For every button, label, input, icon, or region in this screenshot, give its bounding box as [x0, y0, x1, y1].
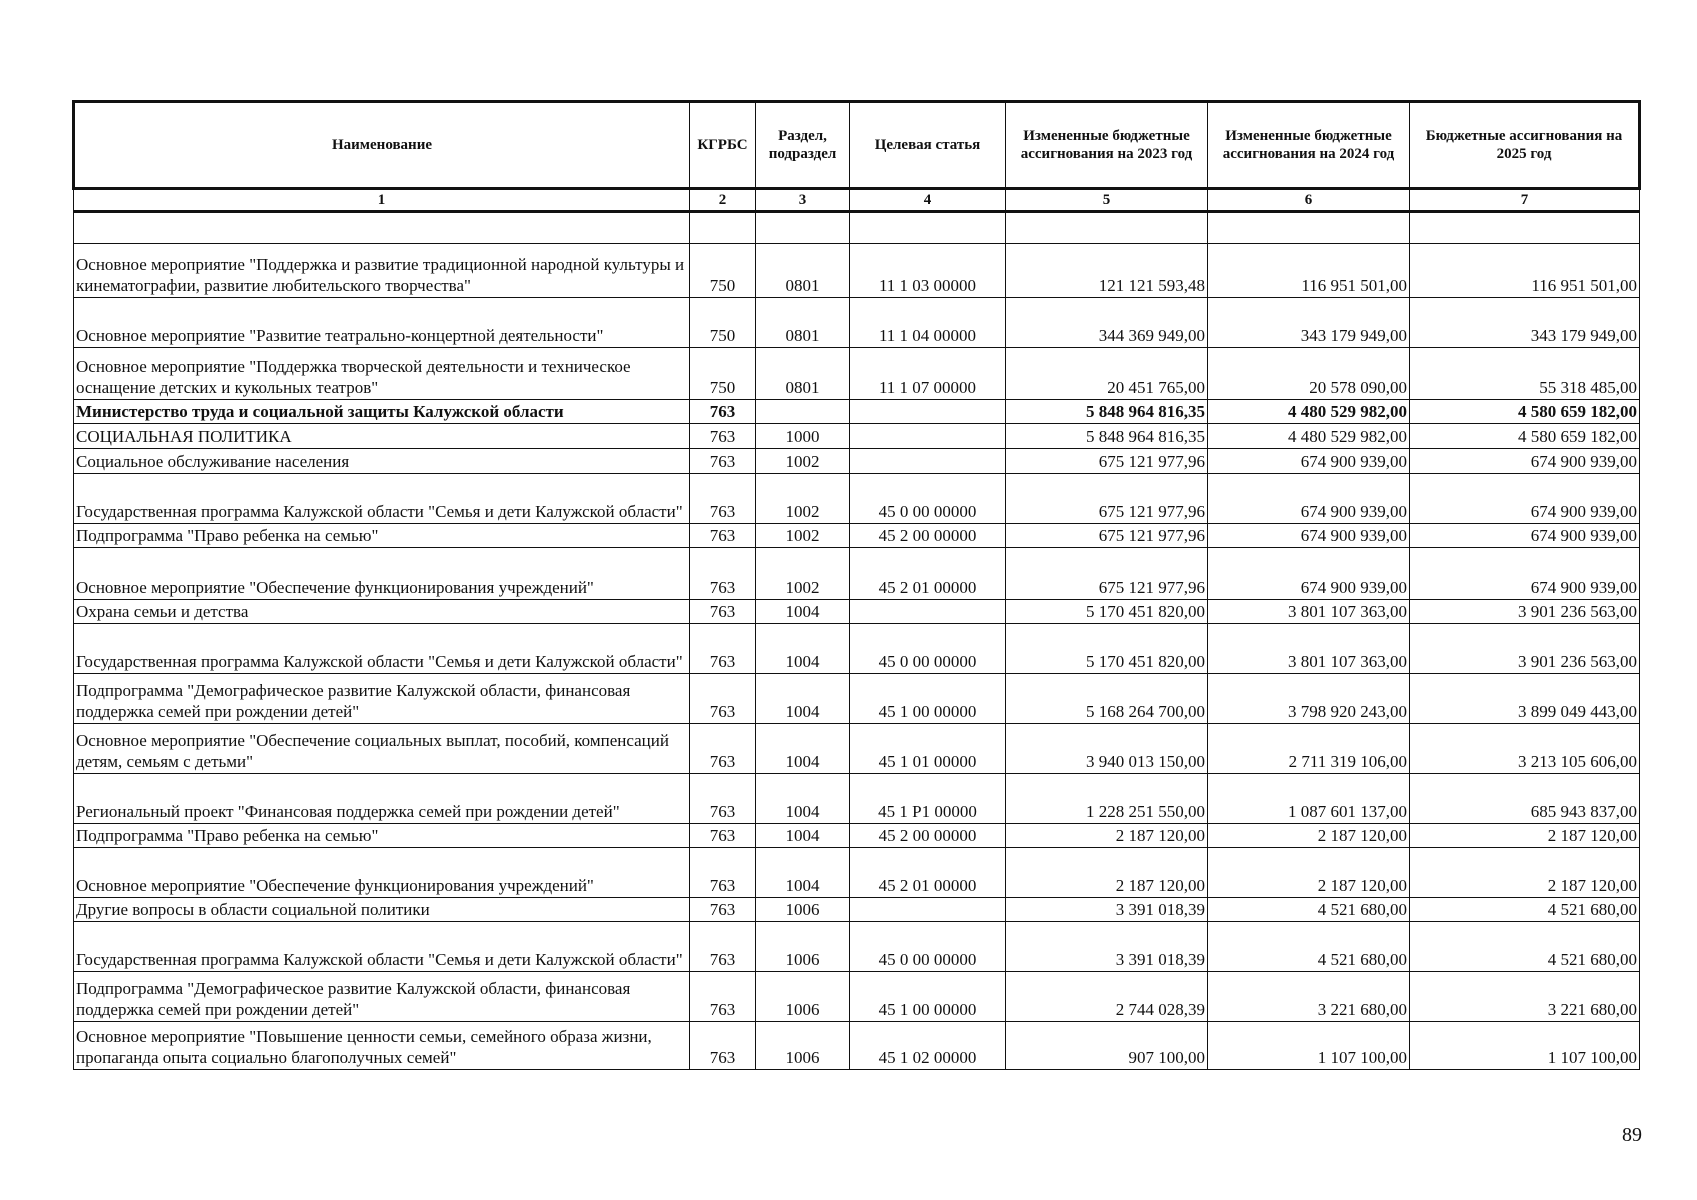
cell-amount-2024: 3 221 680,00	[1208, 972, 1410, 1022]
cell-amount-2025: 674 900 939,00	[1410, 449, 1640, 474]
cell-amount-2025: 116 951 501,00	[1410, 244, 1640, 298]
cell-amount-2023: 675 121 977,96	[1006, 548, 1208, 600]
cell-amount-2025: 4 580 659 182,00	[1410, 424, 1640, 449]
cell-amount-2023: 5 170 451 820,00	[1006, 600, 1208, 624]
cell-section: 1006	[756, 972, 850, 1022]
cell-kgrbs: 750	[690, 298, 756, 348]
cell-section: 1004	[756, 624, 850, 674]
table-row	[74, 474, 1640, 524]
cell-name: Основное мероприятие "Обеспечение функционирования учреждений"	[74, 548, 690, 600]
cell-amount-2025: 685 943 837,00	[1410, 774, 1640, 824]
cell-section: 1006	[756, 1022, 850, 1070]
cell-name: Социальное обслуживание населения	[74, 449, 690, 474]
cell-amount-2024: 343 179 949,00	[1208, 298, 1410, 348]
cell-section: 1002	[756, 548, 850, 600]
cell-section: 1000	[756, 424, 850, 449]
cell-target: 45 0 00 00000	[850, 922, 1006, 972]
table-row	[74, 424, 1640, 449]
cell-amount-2023: 675 121 977,96	[1006, 449, 1208, 474]
cell-kgrbs: 763	[690, 424, 756, 449]
cell-amount-2025: 3 213 105 606,00	[1410, 724, 1640, 774]
cell-kgrbs: 763	[690, 524, 756, 548]
cell-amount-2023: 907 100,00	[1006, 1022, 1208, 1070]
cell-amount-2023: 2 744 028,39	[1006, 972, 1208, 1022]
cell-target: 45 0 00 00000	[850, 624, 1006, 674]
cell-target	[850, 400, 1006, 424]
cell-section: 0801	[756, 348, 850, 400]
cell-name: Основное мероприятие "Повышение ценности семьи, семейного образа жизни, пропаганда опыта социально благополучных семей"	[74, 1022, 690, 1070]
cell-name: Основное мероприятие "Обеспечение социальных выплат, пособий, компенсаций детям, семьям с детьми"	[74, 724, 690, 774]
cell-name: Государственная программа Калужской области "Семья и дети Калужской области"	[74, 922, 690, 972]
cell-amount-2024: 674 900 939,00	[1208, 524, 1410, 548]
cell-amount-2023: 20 451 765,00	[1006, 348, 1208, 400]
column-number: 5	[1006, 189, 1208, 212]
cell-section: 1004	[756, 824, 850, 848]
cell-amount-2025: 4 521 680,00	[1410, 922, 1640, 972]
cell-name: СОЦИАЛЬНАЯ ПОЛИТИКА	[74, 424, 690, 449]
cell-kgrbs: 763	[690, 449, 756, 474]
cell-kgrbs: 763	[690, 922, 756, 972]
table-body	[74, 212, 1640, 1070]
cell-amount-2024: 3 801 107 363,00	[1208, 624, 1410, 674]
cell-amount-2024: 2 187 120,00	[1208, 848, 1410, 898]
cell-amount-2024: 674 900 939,00	[1208, 449, 1410, 474]
cell-target: 11 1 04 00000	[850, 298, 1006, 348]
cell-kgrbs: 763	[690, 624, 756, 674]
cell-name: Охрана семьи и детства	[74, 600, 690, 624]
cell-target: 45 2 01 00000	[850, 548, 1006, 600]
cell-amount-2024: 674 900 939,00	[1208, 474, 1410, 524]
cell-kgrbs: 763	[690, 400, 756, 424]
cell-name: Региональный проект "Финансовая поддержка семей при рождении детей"	[74, 774, 690, 824]
cell-section: 1004	[756, 600, 850, 624]
cell-name: Подпрограмма "Демографическое развитие Калужской области, финансовая поддержка семей при рождении детей"	[74, 972, 690, 1022]
page-number: 89	[1622, 1124, 1642, 1146]
table-row	[74, 898, 1640, 922]
cell-amount-2025: 4 521 680,00	[1410, 898, 1640, 922]
cell-kgrbs: 763	[690, 548, 756, 600]
cell-section: 1006	[756, 898, 850, 922]
cell-name: Подпрограмма "Демографическое развитие Калужской области, финансовая поддержка семей при рождении детей"	[74, 674, 690, 724]
cell-section: 0801	[756, 244, 850, 298]
cell-amount-2025: 674 900 939,00	[1410, 548, 1640, 600]
column-number: 6	[1208, 189, 1410, 212]
cell-amount-2023: 3 940 013 150,00	[1006, 724, 1208, 774]
header-y2023: Измененные бюджетные ассигнования на 2023 год	[1006, 102, 1208, 189]
cell-name: Государственная программа Калужской области "Семья и дети Калужской области"	[74, 474, 690, 524]
cell-name: Государственная программа Калужской области "Семья и дети Калужской области"	[74, 624, 690, 674]
table-row	[74, 298, 1640, 348]
cell-target: 45 0 00 00000	[850, 474, 1006, 524]
cell-amount-2025: 1 107 100,00	[1410, 1022, 1640, 1070]
table-row	[74, 824, 1640, 848]
cell-kgrbs: 763	[690, 674, 756, 724]
table-row	[74, 524, 1640, 548]
cell-amount-2023: 675 121 977,96	[1006, 524, 1208, 548]
cell-amount-2025: 343 179 949,00	[1410, 298, 1640, 348]
cell-name: Основное мероприятие "Поддержка и развитие традиционной народной культуры и кинематографии, развитие любительского творчества"	[74, 244, 690, 298]
cell-amount-2024: 116 951 501,00	[1208, 244, 1410, 298]
budget-table	[72, 100, 1641, 1070]
cell-amount-2024: 1 107 100,00	[1208, 1022, 1410, 1070]
cell-section	[756, 400, 850, 424]
header-target: Целевая статья	[850, 102, 1006, 189]
cell-target: 45 1 02 00000	[850, 1022, 1006, 1070]
cell-target	[850, 898, 1006, 922]
cell-amount-2025: 2 187 120,00	[1410, 824, 1640, 848]
cell-kgrbs: 763	[690, 898, 756, 922]
cell-amount-2023: 675 121 977,96	[1006, 474, 1208, 524]
cell-amount-2024: 3 801 107 363,00	[1208, 600, 1410, 624]
cell-target: 45 2 01 00000	[850, 848, 1006, 898]
cell-name: Подпрограмма "Право ребенка на семью"	[74, 824, 690, 848]
cell-kgrbs: 763	[690, 774, 756, 824]
cell-kgrbs: 750	[690, 348, 756, 400]
cell-amount-2023: 3 391 018,39	[1006, 922, 1208, 972]
cell-amount-2024: 674 900 939,00	[1208, 548, 1410, 600]
cell-amount-2023: 5 848 964 816,35	[1006, 424, 1208, 449]
cell-amount-2024: 1 087 601 137,00	[1208, 774, 1410, 824]
cell-name: Министерство труда и социальной защиты Калужской области	[74, 400, 690, 424]
cell-amount-2023: 3 391 018,39	[1006, 898, 1208, 922]
cell-target: 11 1 03 00000	[850, 244, 1006, 298]
cell-name: Основное мероприятие "Развитие театрально-концертной деятельности"	[74, 298, 690, 348]
cell-name: Подпрограмма "Право ребенка на семью"	[74, 524, 690, 548]
cell-amount-2024: 20 578 090,00	[1208, 348, 1410, 400]
column-number: 3	[756, 189, 850, 212]
table-row	[74, 548, 1640, 600]
cell-target: 11 1 07 00000	[850, 348, 1006, 400]
cell-amount-2024: 2 187 120,00	[1208, 824, 1410, 848]
cell-kgrbs: 763	[690, 1022, 756, 1070]
cell-target: 45 1 00 00000	[850, 972, 1006, 1022]
table-row	[74, 922, 1640, 972]
table-row	[74, 449, 1640, 474]
cell-kgrbs: 763	[690, 848, 756, 898]
cell-amount-2025: 674 900 939,00	[1410, 474, 1640, 524]
cell-amount-2024: 4 480 529 982,00	[1208, 400, 1410, 424]
table-row	[74, 1022, 1640, 1070]
header-kgrbs: КГРБС	[690, 102, 756, 189]
column-number: 2	[690, 189, 756, 212]
cell-amount-2025: 674 900 939,00	[1410, 524, 1640, 548]
cell-amount-2023: 121 121 593,48	[1006, 244, 1208, 298]
cell-kgrbs: 763	[690, 824, 756, 848]
table-row	[74, 774, 1640, 824]
cell-target: 45 2 00 00000	[850, 524, 1006, 548]
column-number-row	[74, 189, 1640, 212]
cell-amount-2025: 3 901 236 563,00	[1410, 624, 1640, 674]
cell-section: 1002	[756, 474, 850, 524]
cell-target: 45 1 01 00000	[850, 724, 1006, 774]
header-name: Наименование	[74, 102, 690, 189]
cell-section: 1004	[756, 724, 850, 774]
cell-section: 0801	[756, 298, 850, 348]
cell-name: Основное мероприятие "Поддержка творческой деятельности и техническое оснащение детских и кукольных театров"	[74, 348, 690, 400]
table-row	[74, 244, 1640, 298]
cell-kgrbs: 763	[690, 474, 756, 524]
cell-amount-2024: 3 798 920 243,00	[1208, 674, 1410, 724]
cell-amount-2023: 2 187 120,00	[1006, 848, 1208, 898]
cell-target: 45 2 00 00000	[850, 824, 1006, 848]
cell-kgrbs: 763	[690, 724, 756, 774]
cell-amount-2023: 5 168 264 700,00	[1006, 674, 1208, 724]
header-section: Раздел, подраздел	[756, 102, 850, 189]
cell-amount-2025: 3 899 049 443,00	[1410, 674, 1640, 724]
table-row	[74, 348, 1640, 400]
column-number: 1	[74, 189, 690, 212]
header-y2024: Измененные бюджетные ассигнования на 2024 год	[1208, 102, 1410, 189]
table-row	[74, 724, 1640, 774]
column-number: 4	[850, 189, 1006, 212]
table-row	[74, 400, 1640, 424]
cell-section: 1002	[756, 524, 850, 548]
cell-name: Основное мероприятие "Обеспечение функционирования учреждений"	[74, 848, 690, 898]
cell-target: 45 1 00 00000	[850, 674, 1006, 724]
cell-amount-2023: 5 848 964 816,35	[1006, 400, 1208, 424]
cell-name: Другие вопросы в области социальной политики	[74, 898, 690, 922]
table-row	[74, 674, 1640, 724]
cell-amount-2023: 2 187 120,00	[1006, 824, 1208, 848]
cell-amount-2024: 4 480 529 982,00	[1208, 424, 1410, 449]
spacer-row	[74, 212, 1640, 244]
cell-amount-2025: 2 187 120,00	[1410, 848, 1640, 898]
cell-target: 45 1 P1 00000	[850, 774, 1006, 824]
cell-section: 1004	[756, 848, 850, 898]
cell-amount-2025: 55 318 485,00	[1410, 348, 1640, 400]
cell-section: 1004	[756, 674, 850, 724]
table-row	[74, 972, 1640, 1022]
cell-kgrbs: 763	[690, 600, 756, 624]
column-number: 7	[1410, 189, 1640, 212]
cell-amount-2025: 3 221 680,00	[1410, 972, 1640, 1022]
cell-section: 1002	[756, 449, 850, 474]
cell-section: 1004	[756, 774, 850, 824]
cell-amount-2023: 1 228 251 550,00	[1006, 774, 1208, 824]
table-row	[74, 624, 1640, 674]
cell-section: 1006	[756, 922, 850, 972]
table-row	[74, 600, 1640, 624]
cell-amount-2024: 4 521 680,00	[1208, 922, 1410, 972]
table-row	[74, 848, 1640, 898]
cell-kgrbs: 750	[690, 244, 756, 298]
cell-target	[850, 449, 1006, 474]
cell-amount-2025: 4 580 659 182,00	[1410, 400, 1640, 424]
cell-amount-2024: 4 521 680,00	[1208, 898, 1410, 922]
table-header-row	[74, 102, 1640, 189]
cell-amount-2024: 2 711 319 106,00	[1208, 724, 1410, 774]
cell-amount-2023: 5 170 451 820,00	[1006, 624, 1208, 674]
cell-amount-2025: 3 901 236 563,00	[1410, 600, 1640, 624]
cell-target	[850, 600, 1006, 624]
header-y2025: Бюджетные ассигнования на 2025 год	[1410, 102, 1640, 189]
cell-target	[850, 424, 1006, 449]
cell-kgrbs: 763	[690, 972, 756, 1022]
cell-amount-2023: 344 369 949,00	[1006, 298, 1208, 348]
